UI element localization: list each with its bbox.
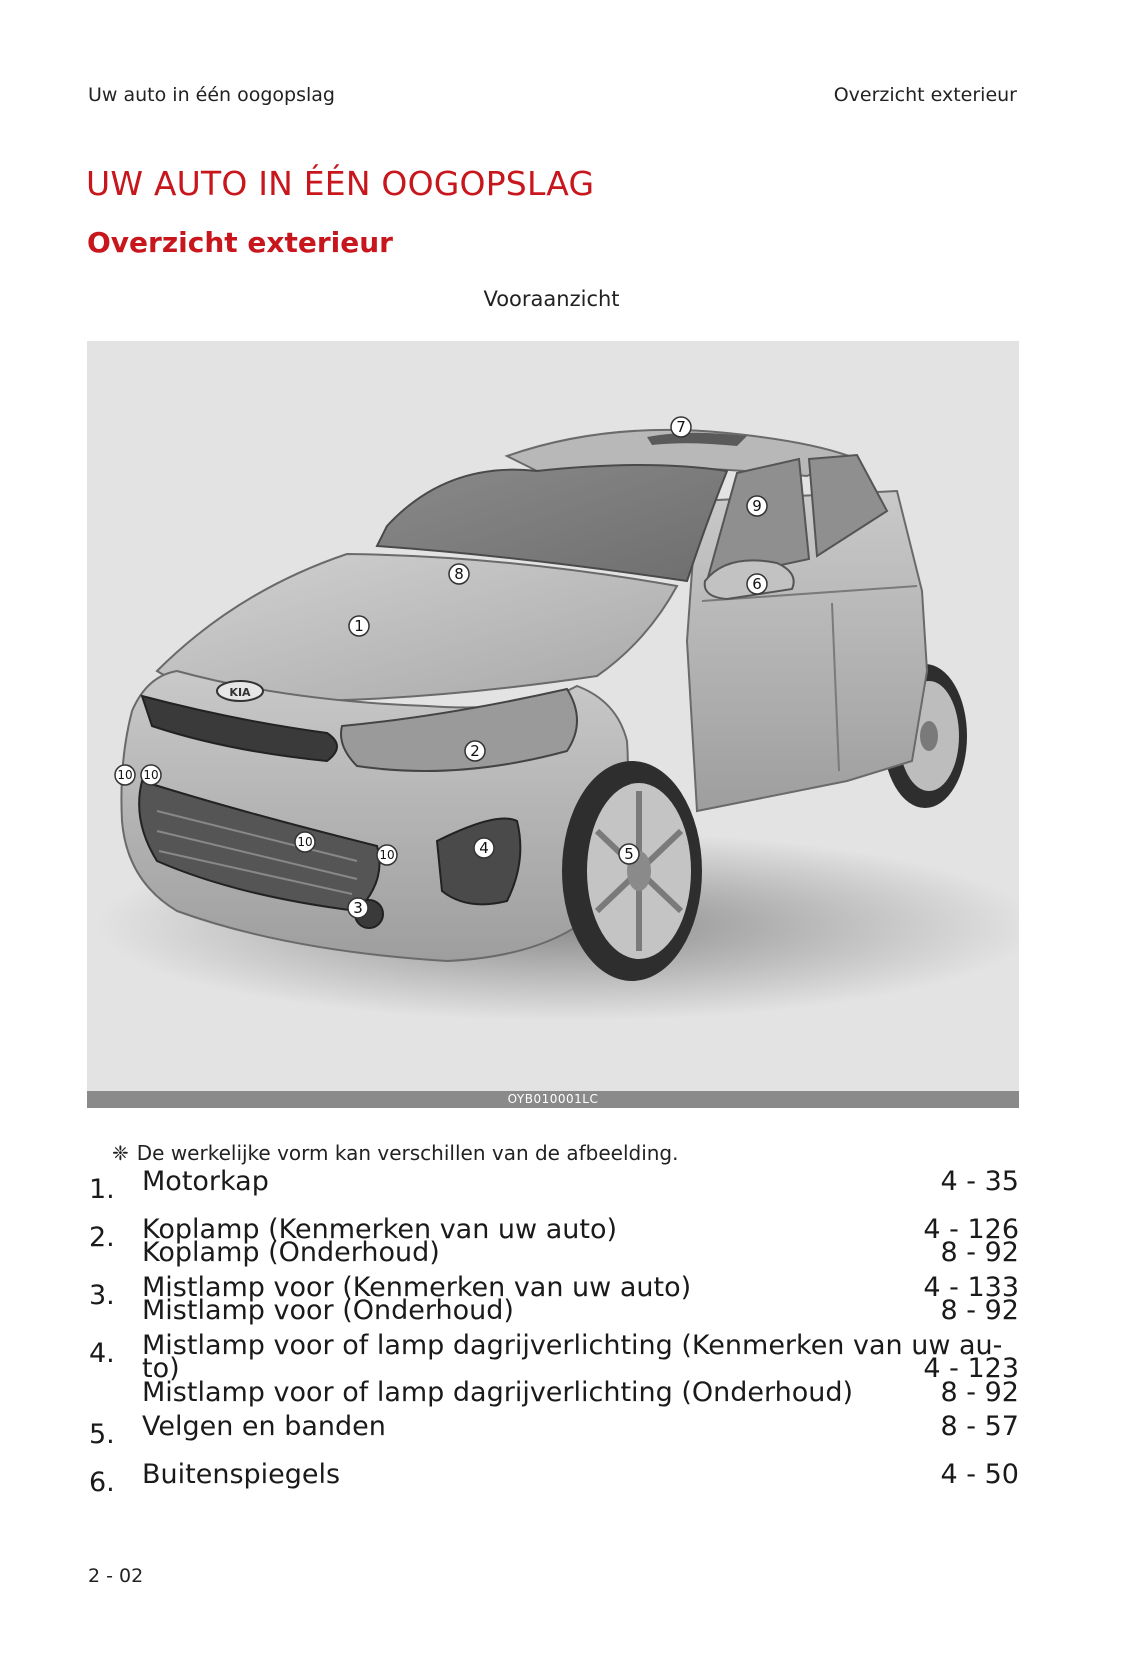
legend-text: Motorkap <box>142 1166 269 1197</box>
callout-5 <box>619 844 639 864</box>
legend-number: 4. <box>89 1338 115 1369</box>
legend-text: Koplamp (Kenmerken van uw auto) <box>142 1214 617 1245</box>
page-number: 2 - 02 <box>88 1565 144 1587</box>
legend-page-ref: 4 - 50 <box>940 1459 1019 1490</box>
callout-2 <box>465 741 485 761</box>
callout-7 <box>671 417 691 437</box>
figure-code-bar: OYB010001LC <box>87 1091 1019 1108</box>
callout-6 <box>747 574 767 594</box>
legend-text: Mistlamp voor of lamp dagrijverlichting (Kenmerken van uw au- <box>142 1330 1003 1361</box>
legend-page-ref: 4 - 35 <box>940 1166 1019 1197</box>
svg-text:5: 5 <box>624 845 634 863</box>
callout-10-c <box>295 832 315 852</box>
callout-9 <box>747 496 767 516</box>
legend-text: Mistlamp voor of lamp dagrijverlichting (Onderhoud) <box>142 1377 854 1408</box>
callout-10-d <box>377 845 397 865</box>
legend-line <box>142 1411 1019 1442</box>
legend-line <box>142 1459 1019 1490</box>
svg-text:4: 4 <box>479 839 489 857</box>
figure-note <box>112 1141 678 1165</box>
legend-page-ref: 8 - 92 <box>940 1237 1019 1268</box>
legend-line <box>142 1295 1019 1326</box>
running-header-right: Overzicht exterieur <box>833 84 1017 106</box>
legend-text: Mistlamp voor (Kenmerken van uw auto) <box>142 1272 692 1303</box>
callout-3 <box>348 898 368 918</box>
legend-page-ref: 8 - 92 <box>940 1377 1019 1408</box>
figure-caption: Vooraanzicht <box>483 287 620 311</box>
legend-number: 6. <box>89 1467 115 1498</box>
page-title: UW AUTO IN ÉÉN OOGOPSLAG <box>86 164 595 203</box>
svg-text:10: 10 <box>117 768 133 782</box>
callout-4 <box>474 838 494 858</box>
callout-10-a <box>115 765 135 785</box>
legend-text: Velgen en banden <box>142 1411 386 1442</box>
legend-page-ref: 8 - 57 <box>940 1411 1019 1442</box>
svg-text:9: 9 <box>752 497 762 515</box>
svg-text:KIA: KIA <box>229 686 251 699</box>
note-text: De werkelijke vorm kan verschillen van de afbeelding. <box>136 1141 679 1165</box>
hood <box>157 554 677 701</box>
legend-page-ref: 4 - 133 <box>923 1272 1019 1303</box>
svg-text:6: 6 <box>752 575 762 593</box>
svg-text:2: 2 <box>470 742 480 760</box>
svg-text:10: 10 <box>297 835 313 849</box>
callout-10-b <box>141 765 161 785</box>
legend-line <box>142 1166 1019 1197</box>
legend-text: Koplamp (Onderhoud) <box>142 1237 440 1268</box>
svg-text:3: 3 <box>353 899 363 917</box>
car-illustration <box>87 341 1019 1091</box>
note-symbol: ❈ <box>112 1141 129 1165</box>
legend-text: Buitenspiegels <box>142 1459 341 1490</box>
legend-line <box>142 1377 1019 1408</box>
legend-number: 2. <box>89 1222 115 1253</box>
legend-number: 3. <box>89 1280 115 1311</box>
callout-8 <box>449 564 469 584</box>
legend-page-ref: 4 - 126 <box>923 1214 1019 1245</box>
running-header-left: Uw auto in één oogopslag <box>88 84 335 106</box>
svg-text:10: 10 <box>143 768 159 782</box>
legend-number: 1. <box>89 1174 115 1205</box>
svg-text:8: 8 <box>454 565 464 583</box>
legend-text: to) <box>142 1353 180 1384</box>
section-title: Overzicht exterieur <box>87 226 393 259</box>
legend-line <box>142 1330 1019 1361</box>
legend-page-ref: 4 - 123 <box>923 1353 1019 1384</box>
legend-text: Mistlamp voor (Onderhoud) <box>142 1295 514 1326</box>
legend-page-ref: 8 - 92 <box>940 1295 1019 1326</box>
callout-1 <box>349 616 369 636</box>
legend-number: 5. <box>89 1419 115 1450</box>
svg-text:1: 1 <box>354 617 364 635</box>
car-front-view-figure <box>87 341 1019 1091</box>
legend-line <box>142 1237 1019 1268</box>
svg-text:7: 7 <box>676 418 686 436</box>
front-wheel <box>562 761 702 981</box>
svg-text:10: 10 <box>379 848 395 862</box>
